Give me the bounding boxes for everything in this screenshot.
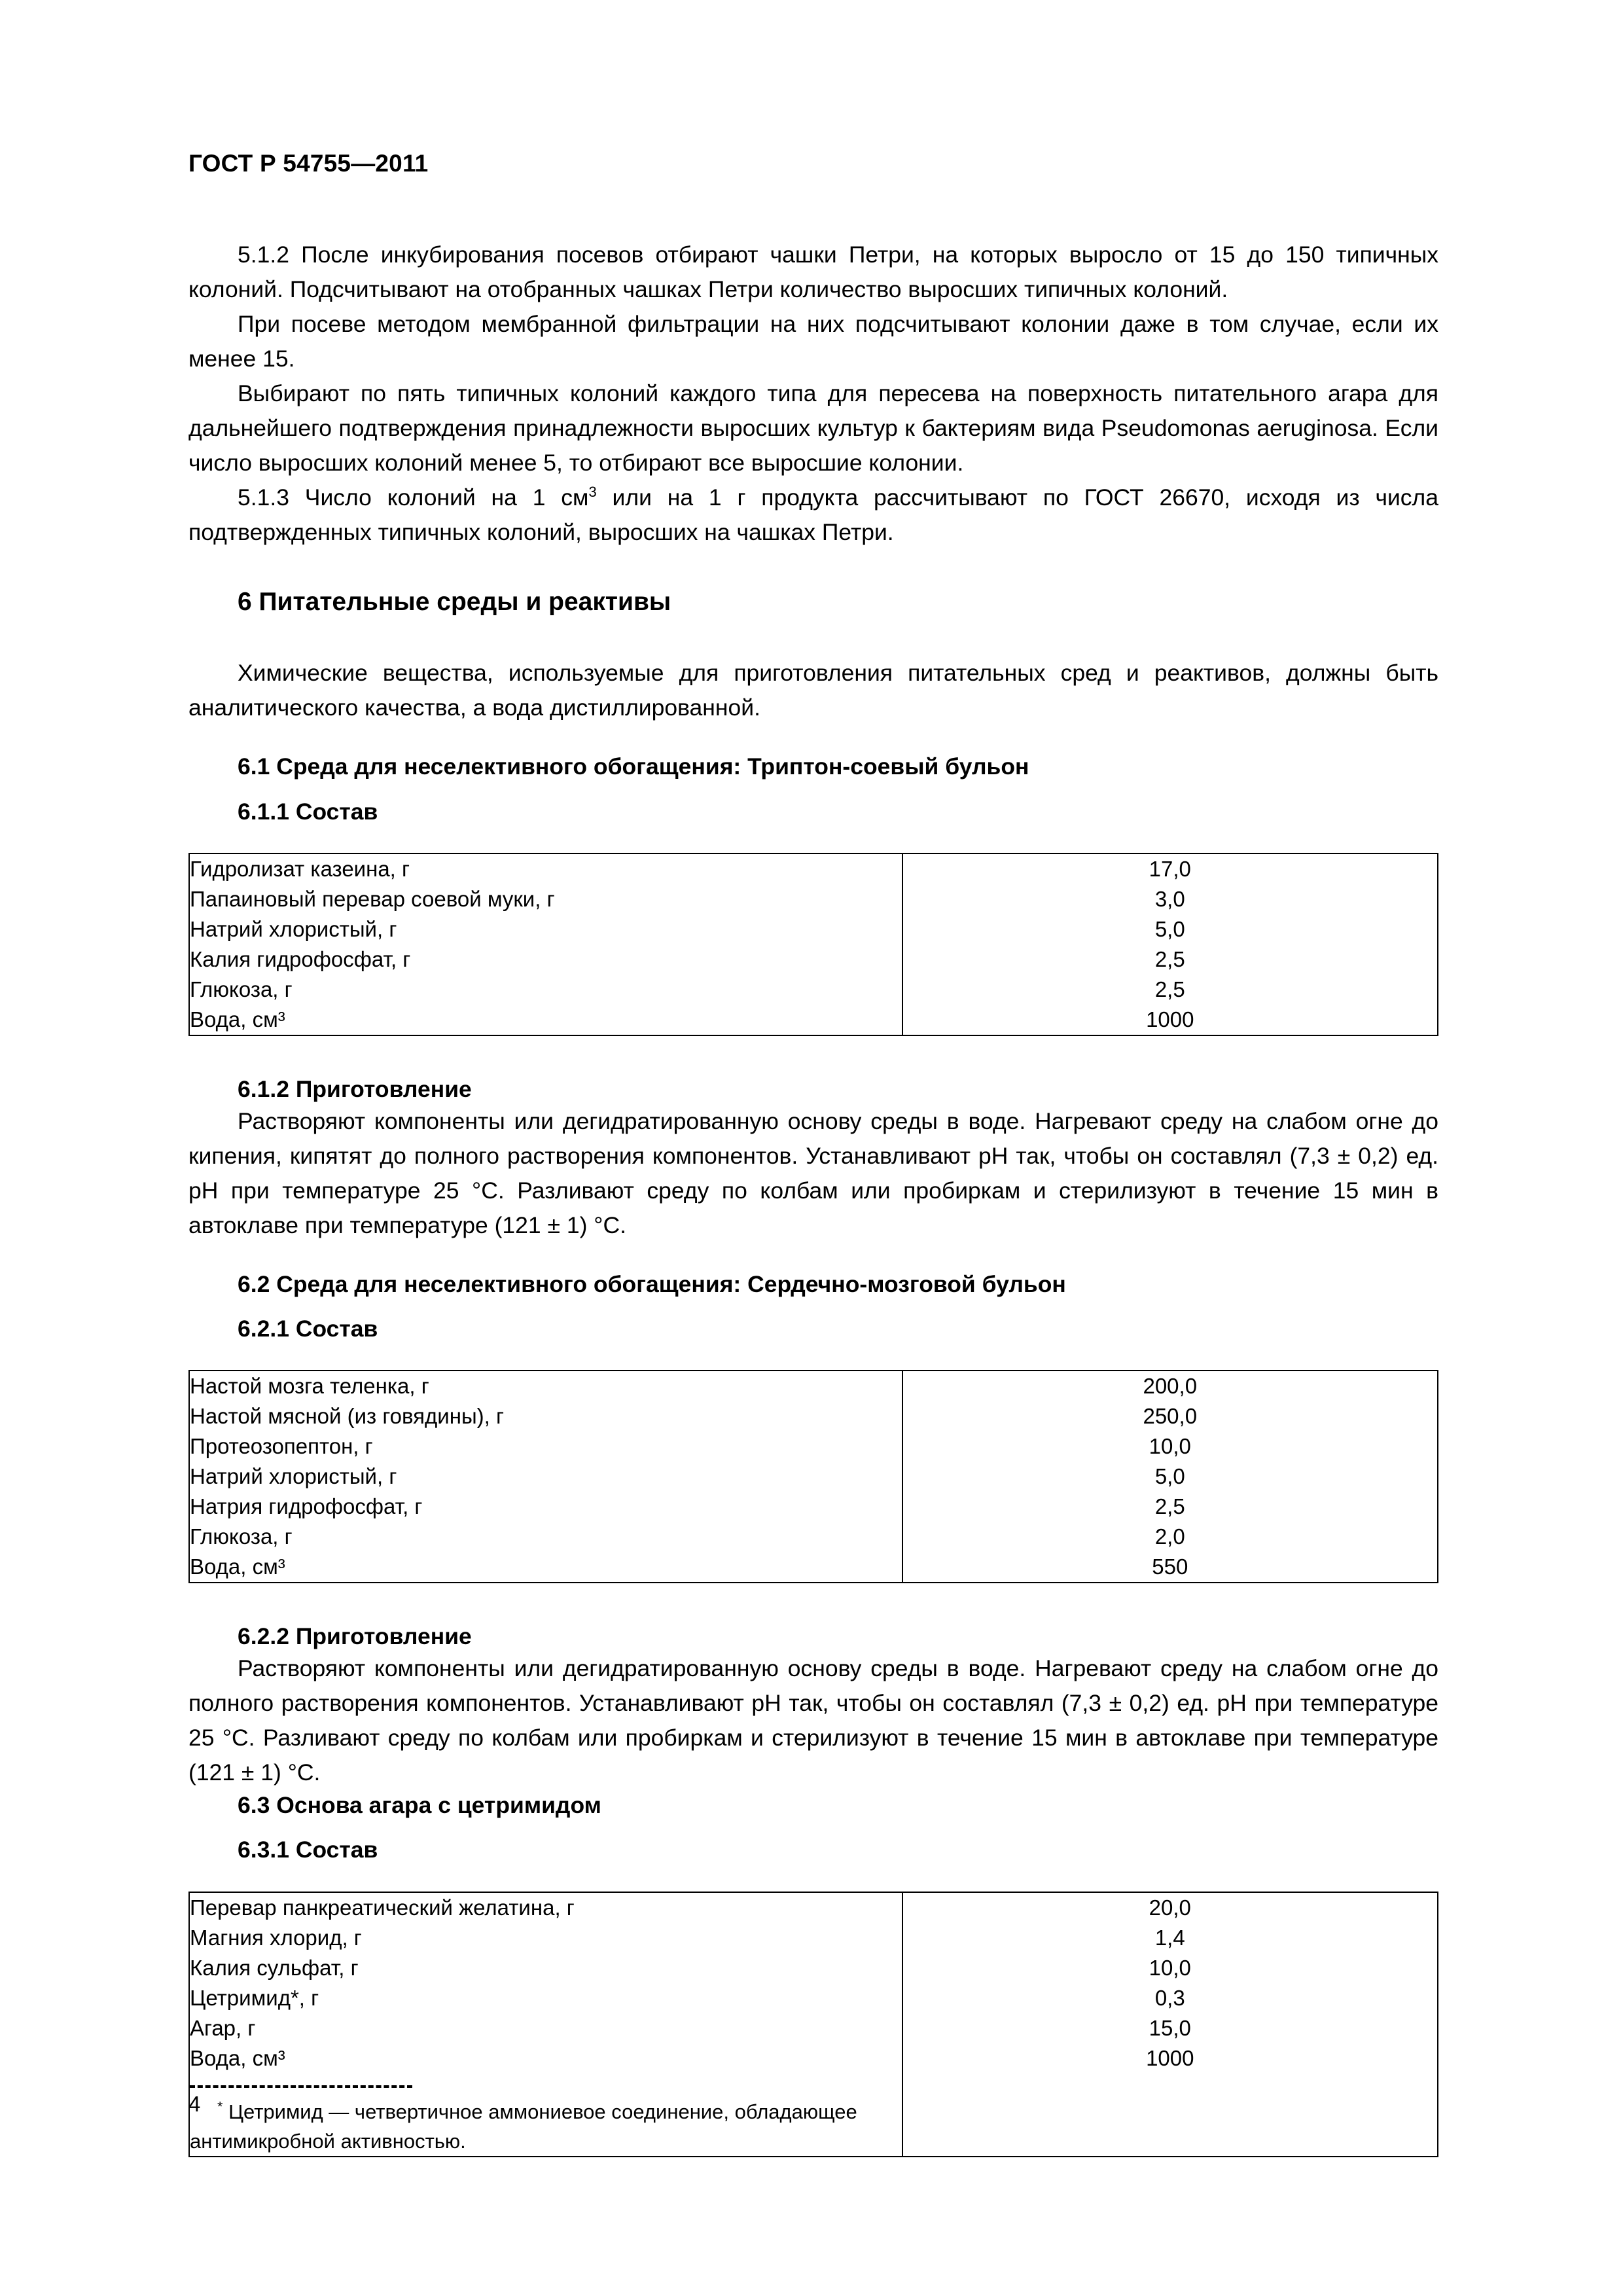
- heading-6-3-1: 6.3.1 Состав: [238, 1837, 378, 1863]
- table-row-value: 0,3: [1154, 1985, 1185, 2010]
- composition-table-6-2-1: [188, 1370, 1438, 1583]
- spacer: [188, 725, 1438, 751]
- heading-6-2: 6.2 Среда для неселективного обогащения: Сердечно-мозговой бульон: [238, 1270, 1066, 1297]
- paragraph-text-part-a: 5.1.3 Число колоний на 1 см: [238, 484, 589, 511]
- table-row-label: Вода, см³: [190, 1554, 285, 1579]
- table-cell-footnote-empty: [902, 2073, 1438, 2157]
- spacer: [188, 1820, 1438, 1835]
- table-row-value: 15,0: [1149, 2015, 1191, 2040]
- footnote-marker: *: [217, 2098, 223, 2115]
- table-row-label: Агар, г: [190, 2015, 256, 2040]
- table-cell-values: [902, 853, 1438, 1035]
- table-footnote-row: [189, 2073, 1438, 2157]
- table-row-label: Настой мозга теленка, г: [190, 1374, 429, 1399]
- paragraph-text-part-b: . Если число выросших колоний менее 5, то отбирают все выросшие колонии.: [188, 414, 1438, 476]
- table-row-label: Калия гидрофосфат, г: [190, 946, 411, 971]
- table-cell-names: [189, 1892, 902, 2073]
- heading-6-1-1: 6.1.1 Состав: [238, 798, 378, 825]
- table-row-value: 3,0: [1154, 886, 1185, 911]
- table-cell-names: [189, 1371, 902, 1583]
- running-header: ГОСТ Р 54755—2011: [188, 150, 429, 177]
- table-row-label: Вода, см³: [190, 1007, 285, 1031]
- table-row-label: Протеозопептон, г: [190, 1434, 373, 1459]
- table-row-label: Натрия гидрофосфат, г: [190, 1494, 423, 1519]
- table-row-value: 250,0: [1143, 1404, 1198, 1429]
- heading-6-2-2: 6.2.2 Приготовление: [238, 1623, 472, 1650]
- table-row-value: 10,0: [1149, 1955, 1191, 1980]
- table-row-value: 17,0: [1149, 856, 1191, 881]
- paragraph-6-2-2-body: Растворяют компоненты или дегидратированную основу среды в воде. Нагревают среду на слабом огне до полного растворения компонентов. Устанавливают pH так, чтобы он составлял (7,3 ± 0,2) ед. pH при температуре 25 °C. Разливают среду по колбам или пробиркам и стерилизуют в течение 15 мин в автоклаве при температуре (121 ± 1) °C.: [188, 1655, 1438, 1786]
- table-row-value: 1,4: [1154, 1925, 1185, 1950]
- paragraph-section-6-intro: Химические вещества, используемые для приготовления питательных сред и реактивов, должны быть аналитического качества, а вода дистиллированной.: [188, 660, 1438, 721]
- table-row-value: 1000: [1146, 2045, 1194, 2070]
- heading-6-1-2: 6.1.2 Приготовление: [238, 1075, 472, 1102]
- table-row-value: 2,0: [1154, 1524, 1185, 1549]
- spacer: [188, 1036, 1438, 1074]
- spacer: [188, 1243, 1438, 1269]
- table-row-value: 5,0: [1154, 1464, 1185, 1489]
- paragraph-five-typical-colonies: [188, 376, 1438, 480]
- spacer: [188, 1299, 1438, 1314]
- table-row-value: 2,5: [1154, 977, 1185, 1001]
- page-content: [188, 151, 1438, 2157]
- heading-6-2-1: 6.2.1 Состав: [238, 1316, 378, 1342]
- spacer: [188, 618, 1438, 656]
- heading-6-3: 6.3 Основа агара с цетримидом: [238, 1792, 601, 1819]
- table-row-value: 200,0: [1143, 1374, 1198, 1399]
- heading-6-1: 6.1 Среда для неселективного обогащения: Триптон-соевый бульон: [238, 753, 1029, 780]
- table-row-label: Гидролизат казеина, г: [190, 856, 410, 881]
- heading-section-6: 6 Питательные среды и реактивы: [238, 587, 671, 616]
- page-number: 4: [188, 2092, 201, 2116]
- table-row-label: Настой мясной (из говядины), г: [190, 1404, 505, 1429]
- footnote-text: Цетримид — четвертичное аммониевое соединение, обладающее антимикробной активностью.: [190, 2100, 857, 2153]
- species-name: Pseudomonas aeruginosa: [1101, 414, 1372, 441]
- table-row-value: 5,0: [1154, 916, 1185, 941]
- table-row-value: 550: [1152, 1554, 1188, 1579]
- paragraph-6-1-2-body: Растворяют компоненты или дегидратированную основу среды в воде. Нагревают среду на слабом огне до кипения, кипятят до полного растворения компонентов. Устанавливают pH так, чтобы он составлял (7,3 ± 0,2) ед. pH при температуре 25 °C. Разливают среду по колбам или пробиркам и стерилизуют в течение 15 мин в автоклаве при температуре (121 ± 1) °C.: [188, 1107, 1438, 1238]
- table-cell-footnote: [189, 2073, 902, 2157]
- composition-table-6-1-1: [188, 853, 1438, 1036]
- table-row-label: Калия сульфат, г: [190, 1955, 359, 1980]
- table-row-value: 10,0: [1149, 1434, 1191, 1459]
- table-row-label: Натрий хлористый, г: [190, 1464, 397, 1489]
- table-row-label: Магния хлорид, г: [190, 1925, 362, 1950]
- table-row-value: 2,5: [1154, 1494, 1185, 1519]
- table-row-value: 20,0: [1149, 1895, 1191, 1920]
- paragraph-5-1-2: 5.1.2 После инкубирования посевов отбирают чашки Петри, на которых выросло от 15 до 150 типичных колоний. Подсчитывают на отобранных чашках Петри количество выросших типичных колоний.: [188, 241, 1438, 302]
- table-row-label: Вода, см³: [190, 2045, 285, 2070]
- spacer: [188, 1865, 1438, 1892]
- table-row: [189, 1371, 1438, 1583]
- spacer: [188, 782, 1438, 797]
- paragraph-5-1-3: [188, 480, 1438, 550]
- table-row-label: Глюкоза, г: [190, 1524, 293, 1549]
- table-row-label: Глюкоза, г: [190, 977, 293, 1001]
- paragraph-membrane-filtration: При посеве методом мембранной фильтрации на них подсчитывают колонии даже в том случае, если их менее 15.: [188, 310, 1438, 372]
- table-row: [189, 853, 1438, 1035]
- footnote-divider: [190, 2085, 412, 2088]
- paragraph-text-part-b: или на 1 г продукта рассчитывают по ГОСТ 26670, исходя из числа подтвержденных типичных колоний, выросших на чашках Петри.: [188, 484, 1439, 545]
- table-cell-names: [189, 853, 902, 1035]
- table-row-label: Папаиновый перевар соевой муки, г: [190, 886, 555, 911]
- table-cell-values: [902, 1371, 1438, 1583]
- table-row-value: 1000: [1146, 1007, 1194, 1031]
- table-row-label: Натрий хлористый, г: [190, 916, 397, 941]
- cubic-exponent: 3: [588, 483, 597, 500]
- spacer: [188, 827, 1438, 853]
- table-row: [189, 1892, 1438, 2073]
- table-cell-values: [902, 1892, 1438, 2073]
- composition-table-6-3-1: [188, 1892, 1438, 2157]
- table-row-label: Цетримид*, г: [190, 1985, 319, 2010]
- table-footnote: [190, 2097, 902, 2156]
- table-row-label: Перевар панкреатический желатина, г: [190, 1895, 575, 1920]
- paragraph-text-part-a: Выбирают по пять типичных колоний каждого типа для пересева на поверхность питательного агара для дальнейшего подтверждения принадлежности выросших культур к бактериям вида: [188, 380, 1438, 441]
- table-row-value: 2,5: [1154, 946, 1185, 971]
- spacer: [188, 1344, 1438, 1370]
- spacer: [188, 1583, 1438, 1621]
